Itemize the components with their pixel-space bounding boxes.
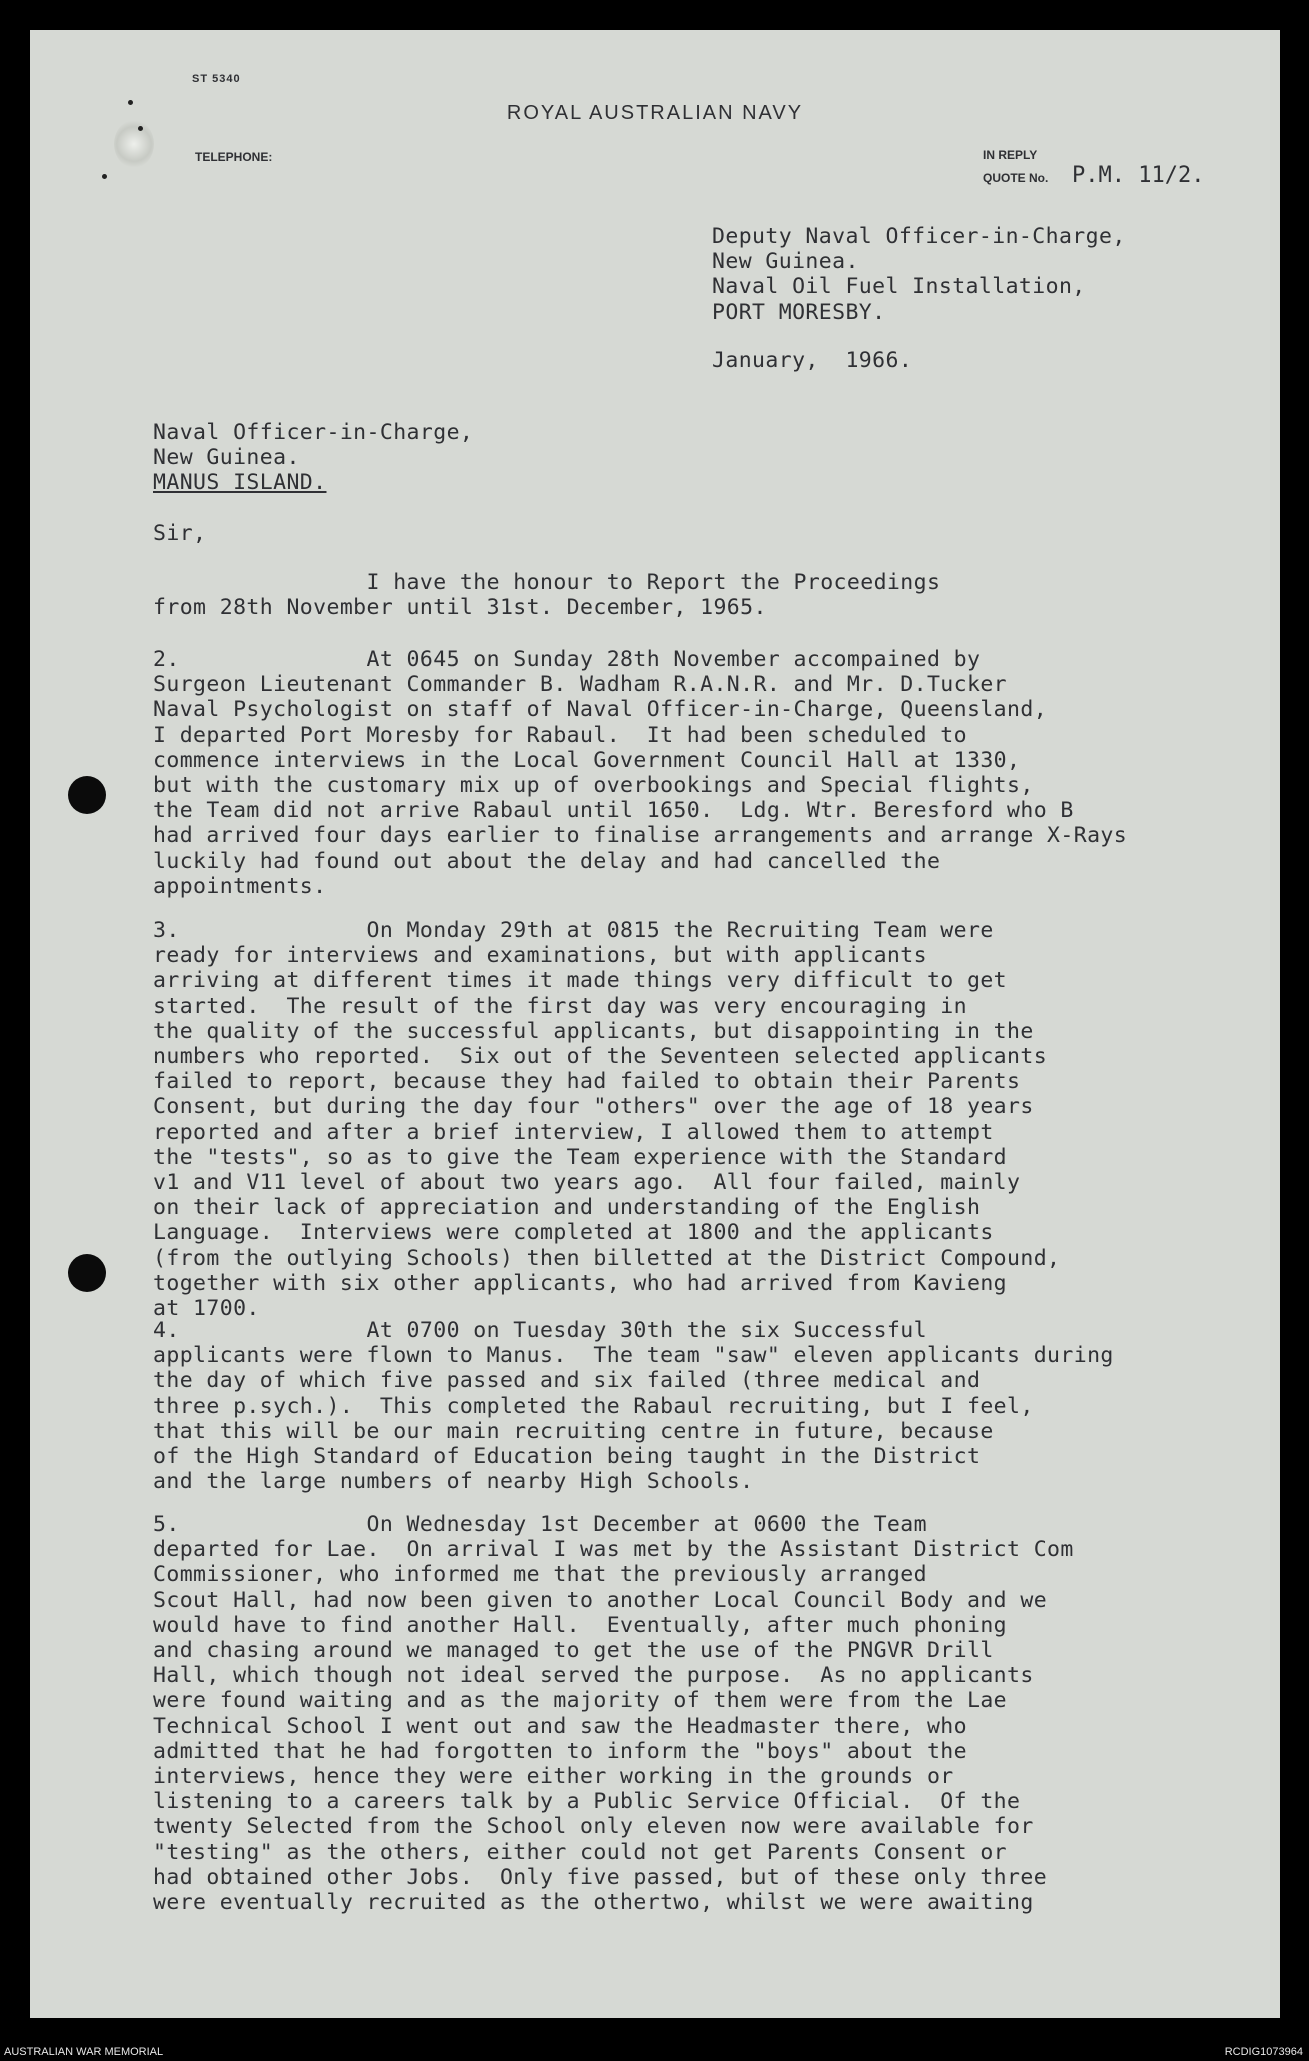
recipient-line: New Guinea. bbox=[153, 445, 300, 471]
quote-number-label: QUOTE No. bbox=[983, 171, 1049, 185]
quote-number-value: P.M. 11/2. bbox=[1072, 163, 1205, 188]
paragraph-4: 4. At 0700 on Tuesday 30th the six Successful applicants were flown to Manus. The team "saw" eleven applicants during the day of which five passed and six failed (three medical and three p.sych.). This completed the Rabaul recruiting, but I feel, that this will be our main recruiting centre in future, because of the High Standard of Education being taught in the District and the large numbers of nearby High Schools. bbox=[153, 1318, 1114, 1495]
paragraph-intro: I have the honour to Report the Proceedings from 28th November until 31st. December, 1965. bbox=[153, 570, 941, 621]
letter-date: January, 1966. bbox=[712, 348, 913, 373]
archive-id: RCDIG1073964 bbox=[1224, 2046, 1303, 2058]
paper-smudge bbox=[114, 120, 154, 168]
recipient-location: MANUS ISLAND. bbox=[153, 470, 327, 496]
telephone-label: TELEPHONE: bbox=[195, 150, 273, 164]
form-code: ST 5340 bbox=[192, 73, 241, 85]
document-page bbox=[30, 30, 1280, 2018]
punch-hole bbox=[68, 776, 106, 814]
in-reply-label: IN REPLY bbox=[983, 148, 1038, 162]
punch-hole bbox=[68, 1254, 106, 1292]
sender-address: Deputy Naval Officer-in-Charge, New Guinea. Naval Oil Fuel Installation, PORT MORESBY. bbox=[712, 224, 1126, 325]
paragraph-2: 2. At 0645 on Sunday 28th November accompained by Surgeon Lieutenant Commander B. Wadham R.A.N.R. and Mr. D.Tucker Naval Psychologist on staff of Naval Officer-in-Charge, Queensland, I departed Port Moresby for Rabaul. It had been scheduled to commence interviews in the Local Government Council Hall at 1330, but with the customary mix up of overbookings and Special flights, the Team did not arrive Rabaul until 1650. Ldg. Wtr. Beresford who B had arrived four days earlier to finalise arrangements and arrange X-Rays luckily had found out about the delay and had cancelled the appointments. bbox=[153, 647, 1128, 899]
ink-dot bbox=[138, 126, 143, 131]
ink-dot bbox=[102, 174, 107, 179]
archive-credit: AUSTRALIAN WAR MEMORIAL bbox=[4, 2046, 164, 2058]
recipient-line: Naval Officer-in-Charge, bbox=[153, 420, 474, 445]
recipient-address bbox=[153, 420, 473, 496]
paragraph-5: 5. On Wednesday 1st December at 0600 the Team departed for Lae. On arrival I was met by the Assistant District Com Commissioner, who informed me that the previously arranged Scout Hall, had now been given to another Local Council Body and we would have to find another Hall. Eventually, after much phoning and chasing around we managed to get the use of the PNGVR Drill Hall, which though not ideal served the purpose. As no applicants were found waiting and as the majority of them were from the Lae Technical School I went out and saw the Headmaster there, who admitted that he had forgotten to inform the "boys" about the interviews, hence they were either working in the grounds or listening to a careers talk by a Public Service Official. Of the twenty Selected from the School only eleven now were available for "testing" as the others, either could not get Parents Consent or had obtained other Jobs. Only five passed, but of these only three were eventually recruited as the othertwo, whilst we were awaiting bbox=[153, 1512, 1074, 1916]
letterhead-title: ROYAL AUSTRALIAN NAVY bbox=[506, 102, 804, 124]
paragraph-3: 3. On Monday 29th at 0815 the Recruiting Team were ready for interviews and examinations, but with applicants arriving at different times it made things very difficult to get started. The result of the first day was very encouraging in the quality of the successful applicants, but disappointing in the numbers who reported. Six out of the Seventeen selected applicants failed to report, because they had failed to obtain their Parents Consent, but during the day four "others" over the age of 18 years reported and after a brief interview, I allowed them to attempt the "tests", so as to give the Team experience with the Standard v1 and V11 level of about two years ago. All four failed, mainly on their lack of appreciation and understanding of the English Language. Interviews were completed at 1800 and the applicants (from the outlying Schools) then billetted at the District Compound, together with six other applicants, who had arrived from Kavieng at 1700. bbox=[153, 918, 1061, 1322]
salutation: Sir, bbox=[153, 521, 207, 546]
